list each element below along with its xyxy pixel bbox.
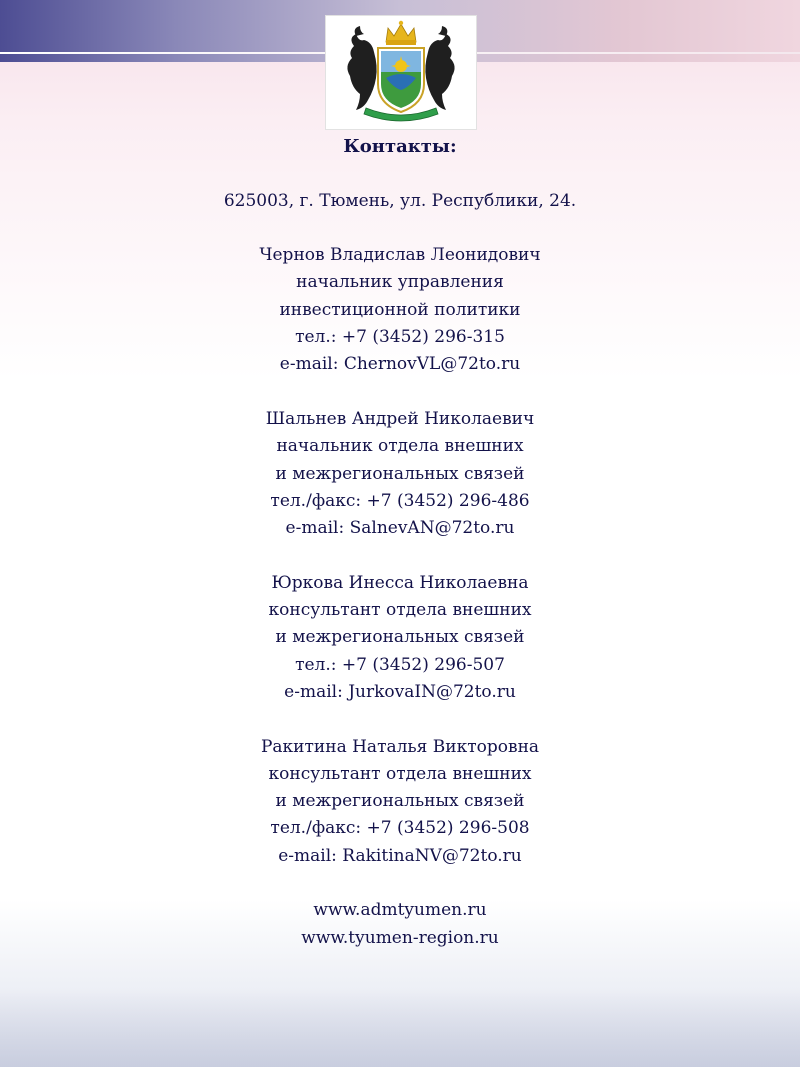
coat-of-arms-logo bbox=[325, 15, 477, 130]
contact-position: начальник отдела внешних bbox=[276, 436, 524, 457]
contact-position: и межрегиональных связей bbox=[275, 463, 525, 484]
contact-phone: тел.: +7 (3452) 296-315 bbox=[295, 327, 505, 348]
website-link[interactable]: www.tyumen-region.ru bbox=[301, 927, 499, 948]
contact-email: e-mail: SalnevAN@72to.ru bbox=[285, 518, 515, 539]
bottom-decorative-band bbox=[0, 990, 800, 1067]
contact-position: и межрегиональных связей bbox=[275, 627, 525, 648]
contact-position: и межрегиональных связей bbox=[275, 791, 525, 812]
contact-position: инвестиционной политики bbox=[279, 299, 521, 320]
tyumen-region-coat-of-arms-icon bbox=[326, 16, 476, 129]
contact-position: начальник управления bbox=[296, 272, 504, 293]
contact-name: Юркова Инесса Николаевна bbox=[271, 572, 529, 593]
contact-position: консультант отдела внешних bbox=[268, 600, 532, 621]
contact-email: e-mail: RakitinaNV@72to.ru bbox=[278, 845, 522, 866]
contact-phone: тел.: +7 (3452) 296-507 bbox=[295, 654, 505, 675]
contact-name: Шальнев Андрей Николаевич bbox=[265, 408, 535, 429]
contact-email: e-mail: JurkovaIN@72to.ru bbox=[284, 681, 516, 702]
contacts-content bbox=[0, 133, 800, 952]
contact-phone: тел./факс: +7 (3452) 296-508 bbox=[270, 818, 530, 839]
website-link[interactable]: www.admtyumen.ru bbox=[313, 900, 487, 921]
contact-name: Ракитина Наталья Викторовна bbox=[260, 736, 540, 757]
contact-position: консультант отдела внешних bbox=[268, 763, 532, 784]
contact-phone: тел./факс: +7 (3452) 296-486 bbox=[270, 490, 530, 511]
contact-name: Чернов Владислав Леонидович bbox=[259, 245, 541, 266]
contact-email: e-mail: ChernovVL@72to.ru bbox=[279, 354, 521, 375]
page-title: Контакты: bbox=[343, 136, 457, 157]
address: 625003, г. Тюмень, ул. Республики, 24. bbox=[223, 190, 577, 211]
